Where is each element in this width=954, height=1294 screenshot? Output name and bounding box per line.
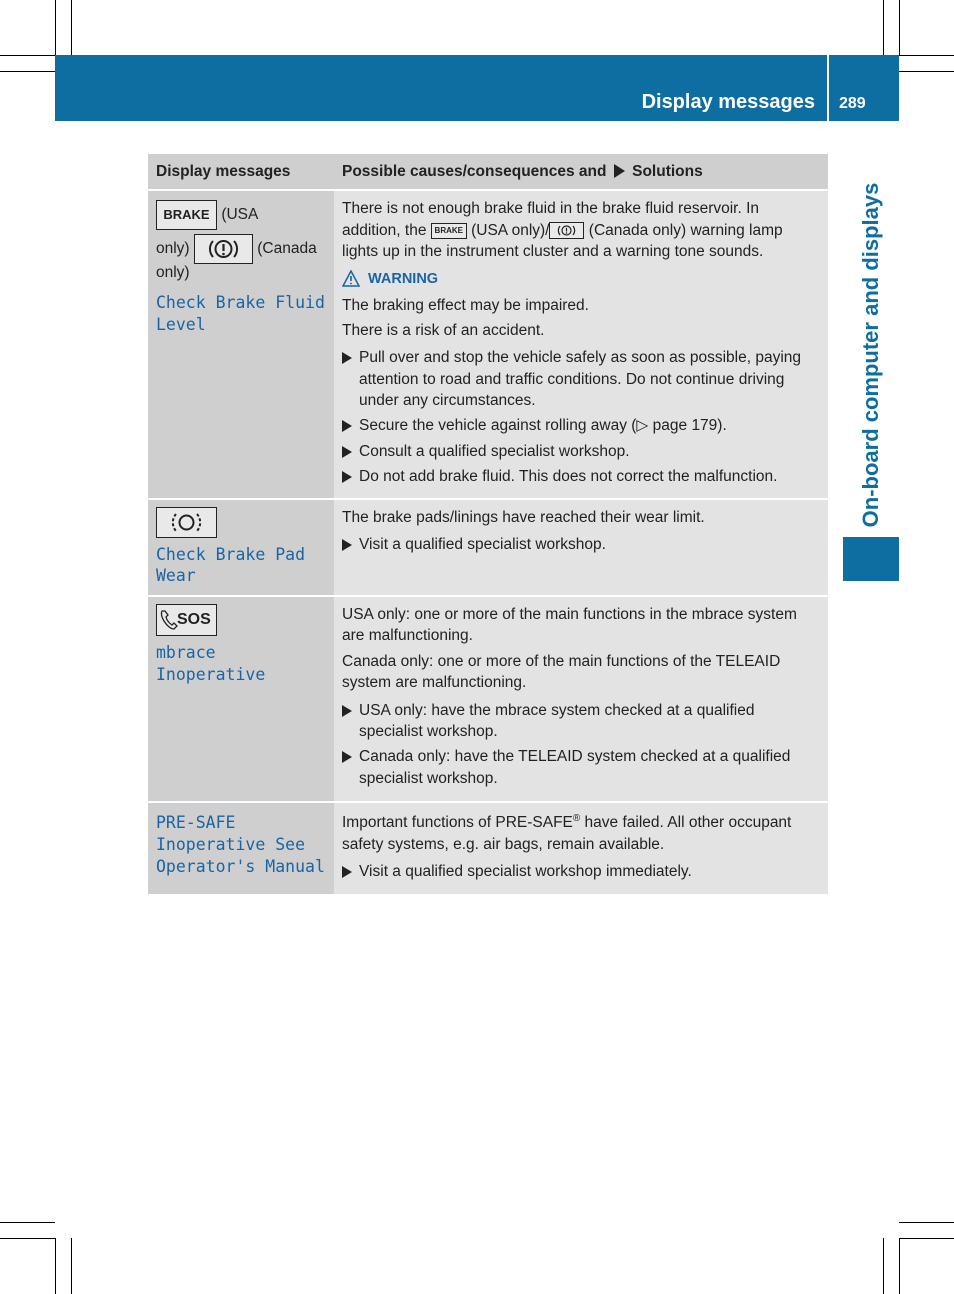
- list-item-text: Visit a qualified specialist workshop immediately.: [359, 862, 692, 880]
- crop-mark: [55, 1238, 56, 1294]
- crop-mark: [899, 1238, 954, 1239]
- bullet-arrow-icon: [342, 471, 352, 483]
- description: [342, 198, 820, 262]
- warning-text: The braking effect may be impaired.: [342, 296, 589, 314]
- solution-cell: [334, 499, 828, 597]
- display-message: Check Brake Fluid Level: [156, 292, 325, 334]
- sos-icon-text: SOS: [177, 611, 211, 629]
- list-item-text: Pull over and stop the vehicle safely as soon as possible, paying attention to road and traffic conditions. Do not continue driving under any circumstances.: [359, 349, 802, 409]
- list-item-text: Visit a qualified specialist workshop.: [359, 535, 606, 553]
- list-item: [342, 700, 820, 743]
- table-row: [148, 499, 828, 597]
- crop-mark: [0, 1222, 55, 1223]
- table-row: [148, 596, 828, 802]
- canada-only-label: (Canada: [257, 240, 317, 258]
- only-label-2: only): [156, 264, 190, 282]
- solution-cell: [334, 190, 828, 498]
- solution-cell: [334, 596, 828, 802]
- brake-inline-icon: BRAKE: [431, 223, 467, 239]
- table-header-row: [148, 154, 828, 190]
- table-row: [148, 190, 828, 498]
- only-label: only): [156, 240, 190, 258]
- display-messages-table: [148, 154, 828, 894]
- list-item: [342, 347, 820, 411]
- warning-text: There is a risk of an accident.: [342, 321, 545, 339]
- header-divider: [827, 55, 829, 121]
- display-message: Check Brake Pad Wear: [156, 544, 306, 586]
- usa-only-label: (USA: [221, 206, 259, 224]
- solution-cell: [334, 802, 828, 894]
- crop-mark: [883, 1238, 884, 1294]
- description: USA only: one or more of the main functions in the mbrace system are malfunctioning.: [342, 606, 797, 645]
- crop-mark: [0, 71, 55, 72]
- list-item-text: Do not add brake fluid. This does not correct the malfunction.: [359, 468, 778, 486]
- message-cell: [148, 499, 334, 597]
- brake-warning-icon: BRAKE: [156, 200, 217, 230]
- crop-mark: [55, 0, 56, 55]
- message-cell: [148, 596, 334, 802]
- crop-mark: [71, 1238, 72, 1294]
- warning-heading: [342, 269, 820, 289]
- description-text: (USA only)/: [471, 221, 550, 239]
- message-cell: [148, 802, 334, 894]
- description-text: There is not enough brake fluid in the brake fluid reservoir. In addition, the: [342, 200, 760, 239]
- list-item: [342, 861, 820, 882]
- bullet-arrow-icon: [342, 539, 352, 551]
- crop-mark: [0, 55, 55, 56]
- table-row: [148, 802, 828, 894]
- chapter-tab-label: On-board computer and displays: [858, 182, 883, 528]
- crop-mark: [0, 1238, 55, 1239]
- col-header-causes: [334, 154, 828, 190]
- section-title: Display messages: [641, 91, 815, 113]
- description-text: (Canada only) warning lamp lights up in the instrument cluster and a warning tone sounds.: [342, 221, 783, 261]
- crop-mark: [899, 1238, 900, 1294]
- warning-triangle-icon: [342, 270, 360, 287]
- solution-list: [342, 861, 820, 882]
- bullet-arrow-icon: [342, 446, 352, 458]
- description-text: Important functions of PRE-SAFE: [342, 814, 573, 832]
- page-number: 289: [839, 95, 866, 112]
- description: [342, 812, 820, 855]
- chapter-tab: [843, 537, 899, 581]
- brake-circle-inline-icon: [549, 222, 584, 239]
- crop-mark: [899, 71, 954, 72]
- crop-mark: [883, 0, 884, 55]
- bullet-arrow-icon: [342, 866, 352, 878]
- list-item: [342, 746, 820, 789]
- list-item: [342, 415, 820, 436]
- list-item-text: Canada only: have the TELEAID system checked at a qualified specialist workshop.: [359, 748, 791, 787]
- display-message: PRE-SAFE Inoperative See Operator's Manual: [156, 813, 325, 876]
- bullet-arrow-icon: [342, 705, 352, 717]
- list-item-text: Consult a qualified specialist workshop.: [359, 442, 630, 460]
- display-message: mbrace Inoperative: [156, 643, 266, 684]
- col-header-causes-text: Possible causes/consequences and: [342, 163, 607, 180]
- bullet-arrow-icon: [342, 751, 352, 763]
- brake-circle-warning-icon: [194, 234, 253, 264]
- warning-label: WARNING: [368, 270, 439, 287]
- crop-mark: [899, 0, 900, 55]
- list-item: [342, 534, 820, 555]
- crop-mark: [899, 1222, 954, 1223]
- sos-phone-icon: [156, 604, 217, 636]
- description: Canada only: one or more of the main functions of the TELEAID system are malfunctioning.: [342, 652, 781, 692]
- solution-list: [342, 700, 820, 790]
- list-item: [342, 441, 820, 462]
- page-header: [55, 55, 899, 121]
- solution-arrow-icon: [614, 164, 625, 178]
- list-item-text: Secure the vehicle against rolling away (▷ page 179).: [359, 417, 727, 435]
- col-header-solutions-text: Solutions: [632, 163, 703, 180]
- brake-pad-wear-icon: [156, 507, 217, 538]
- description: The brake pads/linings have reached their wear limit.: [342, 508, 705, 526]
- description-text: have failed. All other occupant safety systems, e.g. air bags, remain available.: [342, 814, 792, 853]
- col-header-messages: Display messages: [148, 154, 334, 190]
- registered-mark: ®: [572, 813, 581, 825]
- crop-mark: [899, 55, 954, 56]
- solution-list: [342, 347, 820, 487]
- bullet-arrow-icon: [342, 420, 352, 432]
- bullet-arrow-icon: [342, 352, 352, 364]
- message-cell: [148, 190, 334, 498]
- crop-mark: [71, 0, 72, 55]
- solution-list: [342, 534, 820, 555]
- list-item-text: USA only: have the mbrace system checked at a qualified specialist workshop.: [359, 701, 755, 740]
- list-item: [342, 466, 820, 487]
